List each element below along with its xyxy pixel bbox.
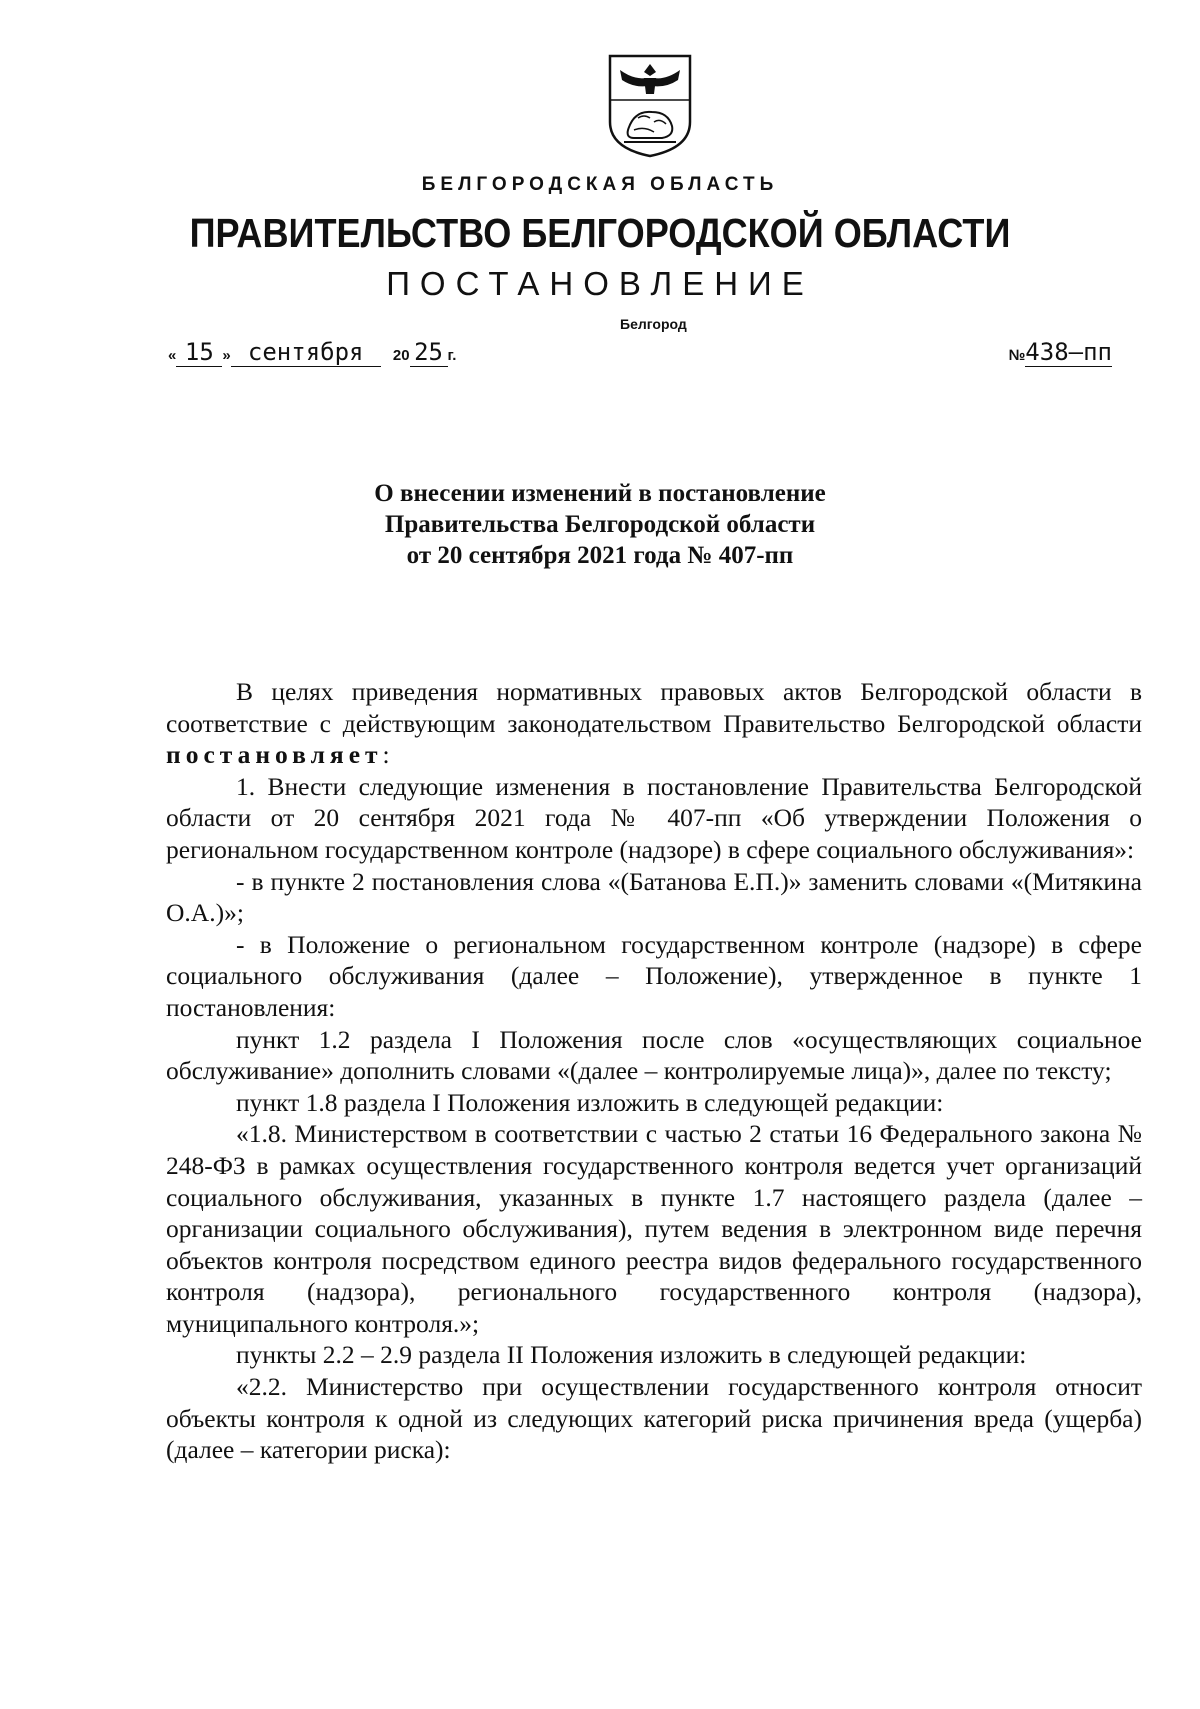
paragraph: «1.8. Министерством в соответствии с частью 2 статьи 16 Федерального закона № 248-ФЗ в рамках осуществления государственного контроля ведется учет организаций социального обслуживания, указанных в пункте 1.7 настоящего раздела (далее – организации социального обслуживания), путем ведения в электронном виде перечня объектов контроля посредством единого реестра видов федерального государственного контроля (надзора), регионального государственного контроля (надзора), муниципального контроля.»; — [166, 1119, 1142, 1338]
paragraph: пункт 1.8 раздела I Положения изложить в следующей редакции: — [236, 1087, 944, 1117]
government-name: ПРАВИТЕЛЬСТВО БЕЛГОРОДСКОЙ ОБЛАСТИ — [189, 210, 1011, 256]
document-date — [168, 338, 456, 368]
paragraph: «2.2. Министерство при осуществлении государственного контроля относит объекты контроля к одной из следующих категорий риска причинения вреда (ущерба) (далее – категории риска): — [166, 1372, 1142, 1465]
number-value: 438–пп — [1025, 338, 1112, 366]
paragraph: 1. Внести следующие изменения в постановление Правительства Белгородской области от 20 сентября 2021 года № 407-пп «Об утверждении Положения о региональном государственном контроле (надзоре) в сфере социального обслуживания»: — [166, 771, 1142, 864]
date-open-quote: « — [168, 347, 177, 364]
coat-of-arms-icon — [604, 52, 696, 158]
date-day: 15 — [184, 338, 214, 366]
emphasized-word: постановляет — [166, 740, 383, 770]
title-line: от 20 сентября 2021 года № 407-пп — [406, 542, 794, 569]
region-name: БЕЛГОРОДСКАЯ ОБЛАСТЬ — [421, 174, 779, 195]
paragraph: - в Положение о региональном государственном контроле (надзоре) в сфере социального обслуживания (далее – Положение), утвержденное в пункте 1 постановления: — [166, 929, 1142, 1022]
document-type: ПОСТАНОВЛЕНИЕ — [386, 265, 814, 302]
paragraph: В целях приведения нормативных правовых актов Белгородской области в соответствие с действующим законодательством Правительство Белгородской области постановляет: — [166, 677, 1142, 770]
date-close-quote: » — [222, 347, 231, 364]
date-month: сентября — [247, 338, 364, 366]
paragraph: пункты 2.2 – 2.9 раздела II Положения изложить в следующей редакции: — [236, 1340, 1027, 1370]
number-label: № — [1008, 347, 1026, 364]
document-number — [1009, 338, 1112, 367]
date-year-abbr: г. — [447, 347, 457, 364]
paragraph: пункт 1.2 раздела I Положения после слов «осуществляющих социальное обслуживание» дополнить словами «(далее – контролируемые лица)», далее по тексту; — [166, 1024, 1142, 1086]
document-title — [0, 478, 1200, 571]
city-name: Белгород — [620, 316, 687, 332]
title-line: Правительства Белгородской области — [384, 511, 816, 538]
date-year-prefix: 20 — [392, 347, 410, 364]
date-year-suffix: 25 — [414, 338, 443, 366]
document-body — [166, 676, 1142, 1466]
paragraph: - в пункте 2 постановления слова «(Батанова Е.П.)» заменить словами «(Митякина О.А.)»; — [166, 866, 1142, 928]
title-line: О внесении изменений в постановление — [374, 480, 826, 507]
